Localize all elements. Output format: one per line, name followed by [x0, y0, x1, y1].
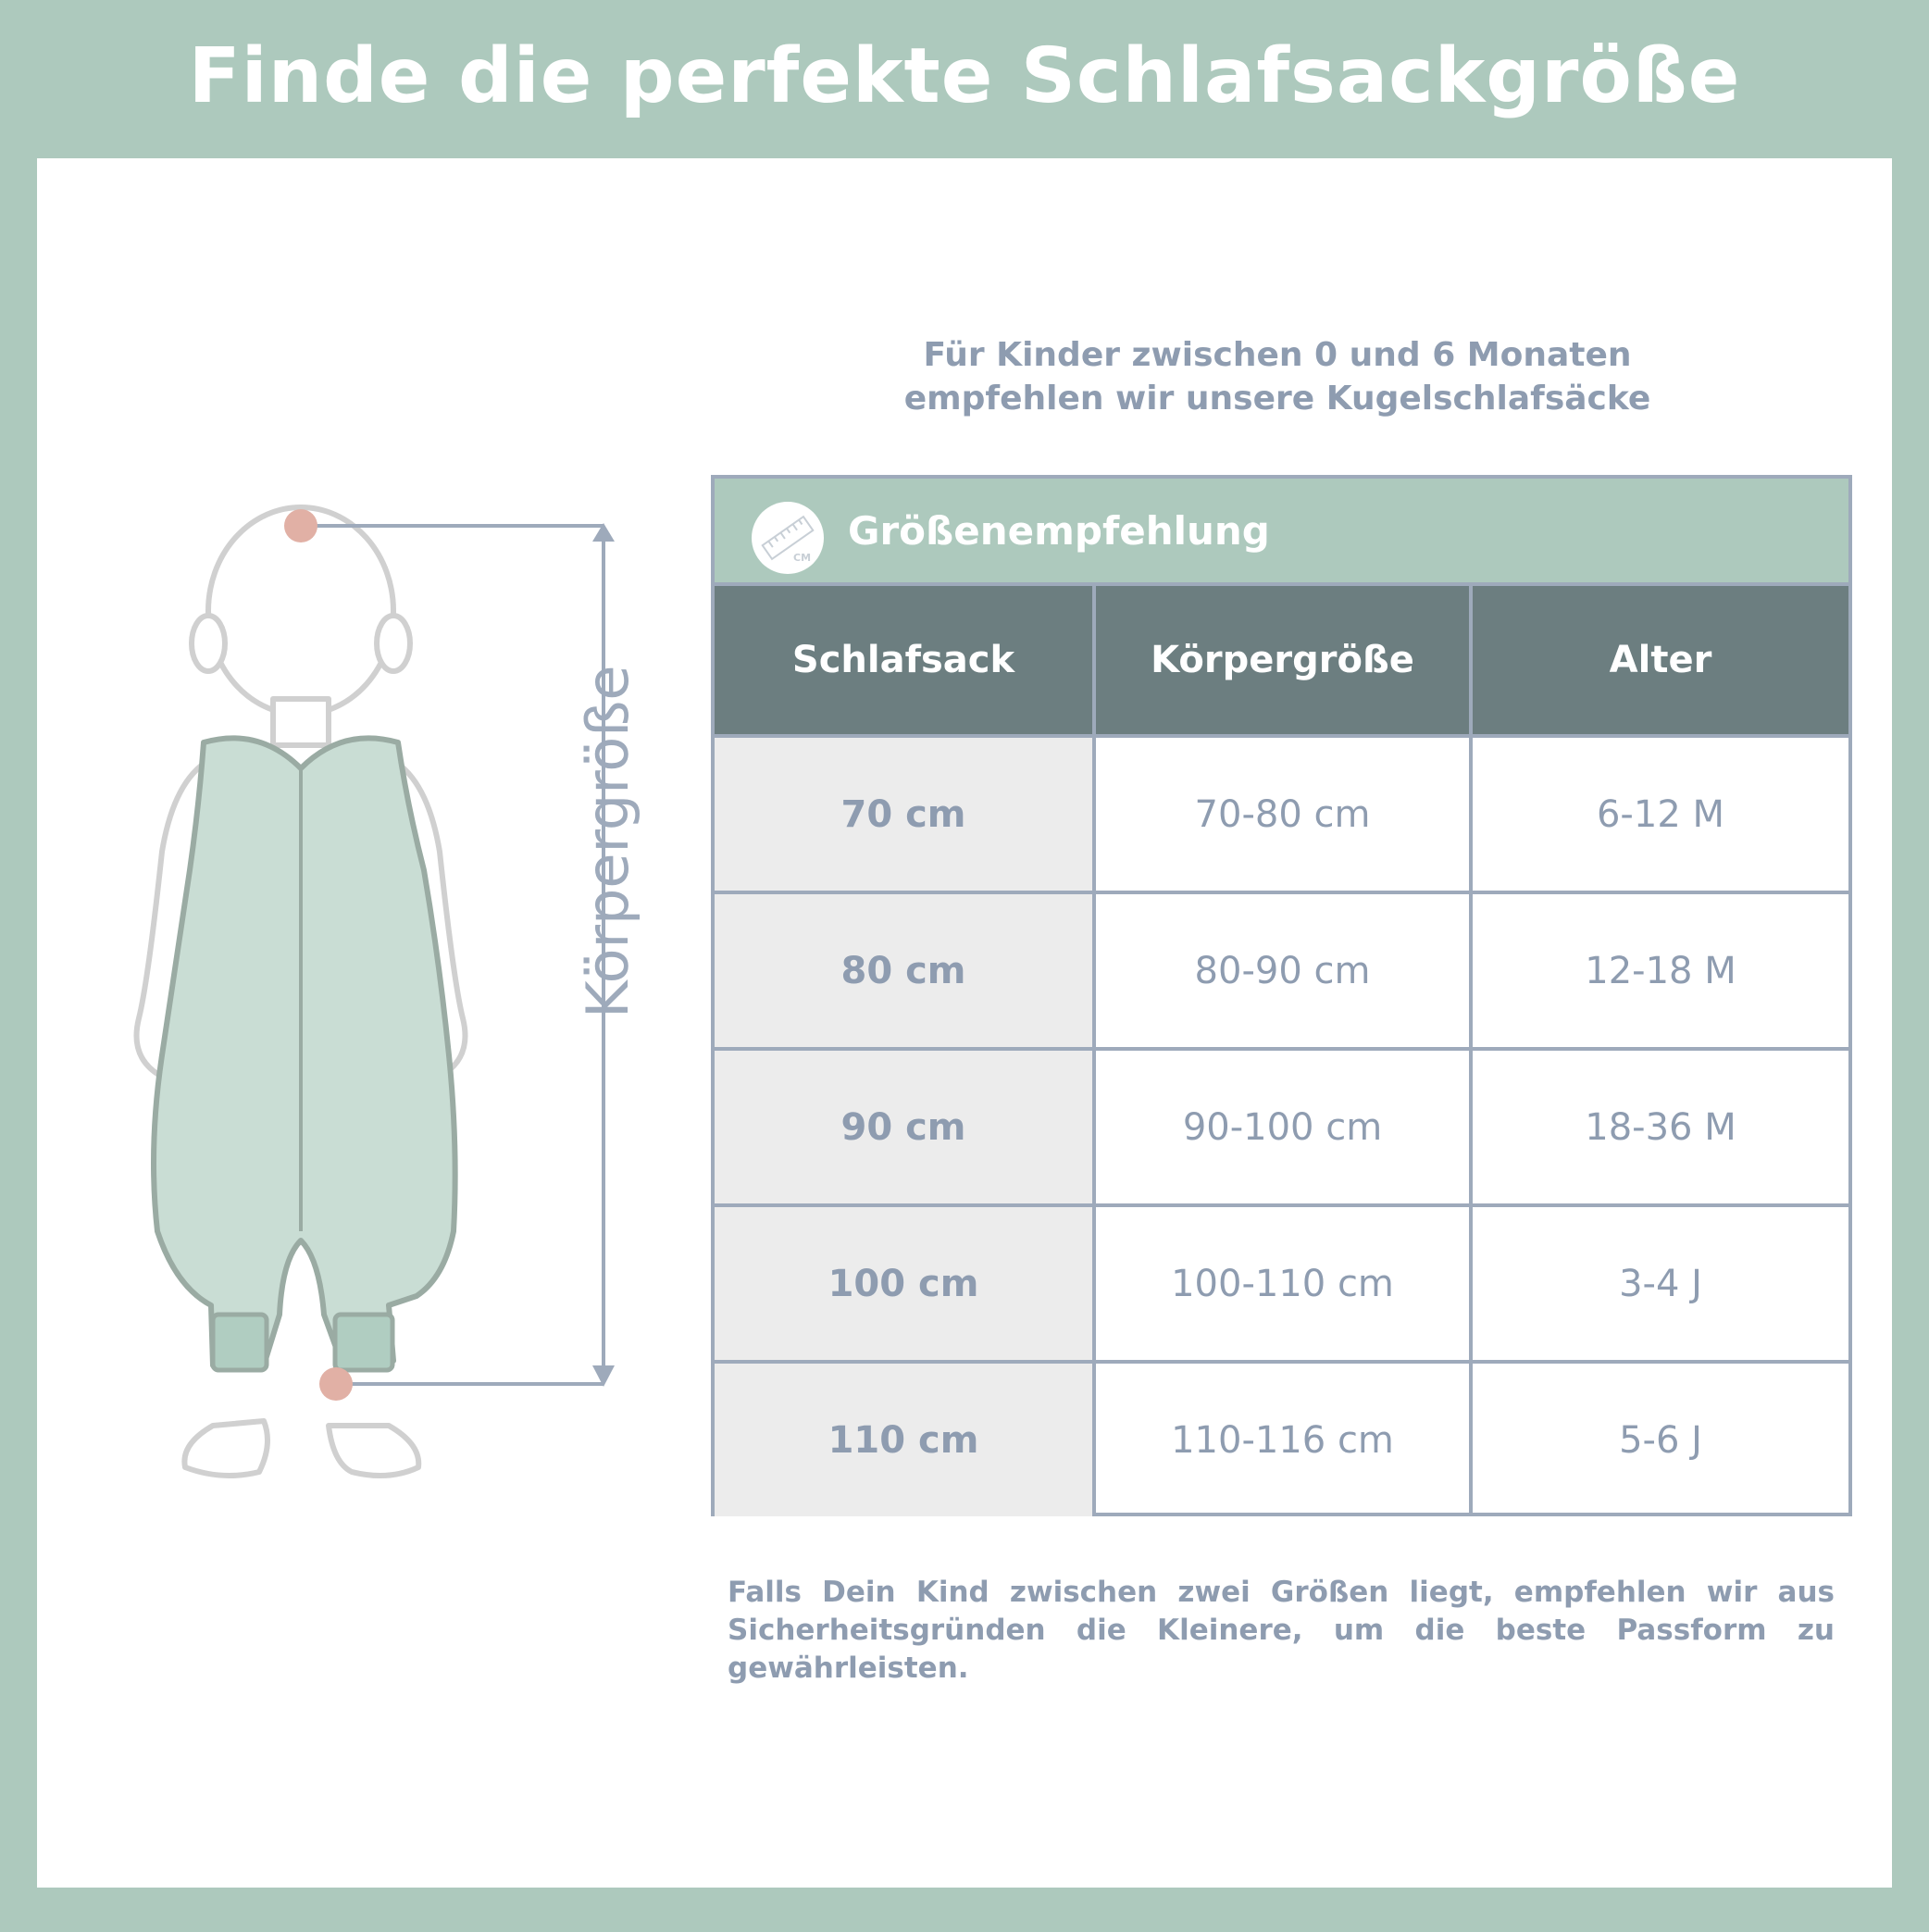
table-cell: 110 cm	[715, 1364, 1096, 1516]
footnote-text: Falls Dein Kind zwischen zwei Größen liegt, empfehlen wir aus Sicherheitsgründen die Kleinere, um die beste Passform zu gewährleisten.	[728, 1576, 1835, 1685]
body-height-axis-label: Körpergröße	[574, 665, 641, 1018]
table-cell: 80 cm	[715, 894, 1096, 1047]
table-cell: 5-6 J	[1619, 1418, 1702, 1462]
table-row	[715, 1203, 1848, 1360]
sleepsack-shape	[154, 738, 455, 1365]
table-cell: 100-110 cm	[1096, 1207, 1473, 1360]
table-cell: 90-100 cm	[1096, 1051, 1473, 1203]
intro-line-2: empfehlen wir unsere Kugelschlafsäcke	[903, 380, 1651, 418]
table-row	[715, 1360, 1848, 1516]
table-row	[715, 891, 1848, 1047]
table-cell: 18-36 M	[1585, 1105, 1736, 1149]
table-row	[715, 1047, 1848, 1203]
table-cell: 90 cm	[715, 1051, 1096, 1203]
top-marker-dot	[284, 509, 317, 542]
table-cell: 80-90 cm	[1096, 894, 1473, 1047]
ruler-icon-text: CM	[793, 552, 812, 564]
table-cell: 6-12 M	[1596, 792, 1724, 836]
table-cell: 110-116 cm	[1096, 1364, 1473, 1516]
column-header: Schlafsack	[715, 586, 1096, 734]
size-table	[711, 475, 1852, 1516]
table-cell: 70-80 cm	[1096, 738, 1473, 891]
page-title: Finde die perfekte Schlafsackgröße	[188, 32, 1741, 120]
table-header-row	[715, 586, 1848, 734]
intro-text	[815, 333, 1740, 420]
table-title: Größenempfehlung	[848, 508, 1270, 554]
table-grid	[715, 586, 1848, 1516]
ruler-icon	[752, 502, 824, 574]
column-header: Körpergröße	[1096, 586, 1473, 734]
table-row	[715, 734, 1848, 891]
table-cell: 100 cm	[715, 1207, 1096, 1360]
table-title-band	[715, 479, 1848, 586]
column-header: Alter	[1473, 586, 1848, 734]
table-cell: 70 cm	[715, 738, 1096, 891]
bottom-marker-dot	[319, 1367, 353, 1401]
intro-line-1: Für Kinder zwischen 0 und 6 Monaten	[923, 336, 1632, 374]
table-cell: 12-18 M	[1585, 949, 1736, 992]
table-cell: 3-4 J	[1619, 1262, 1702, 1305]
